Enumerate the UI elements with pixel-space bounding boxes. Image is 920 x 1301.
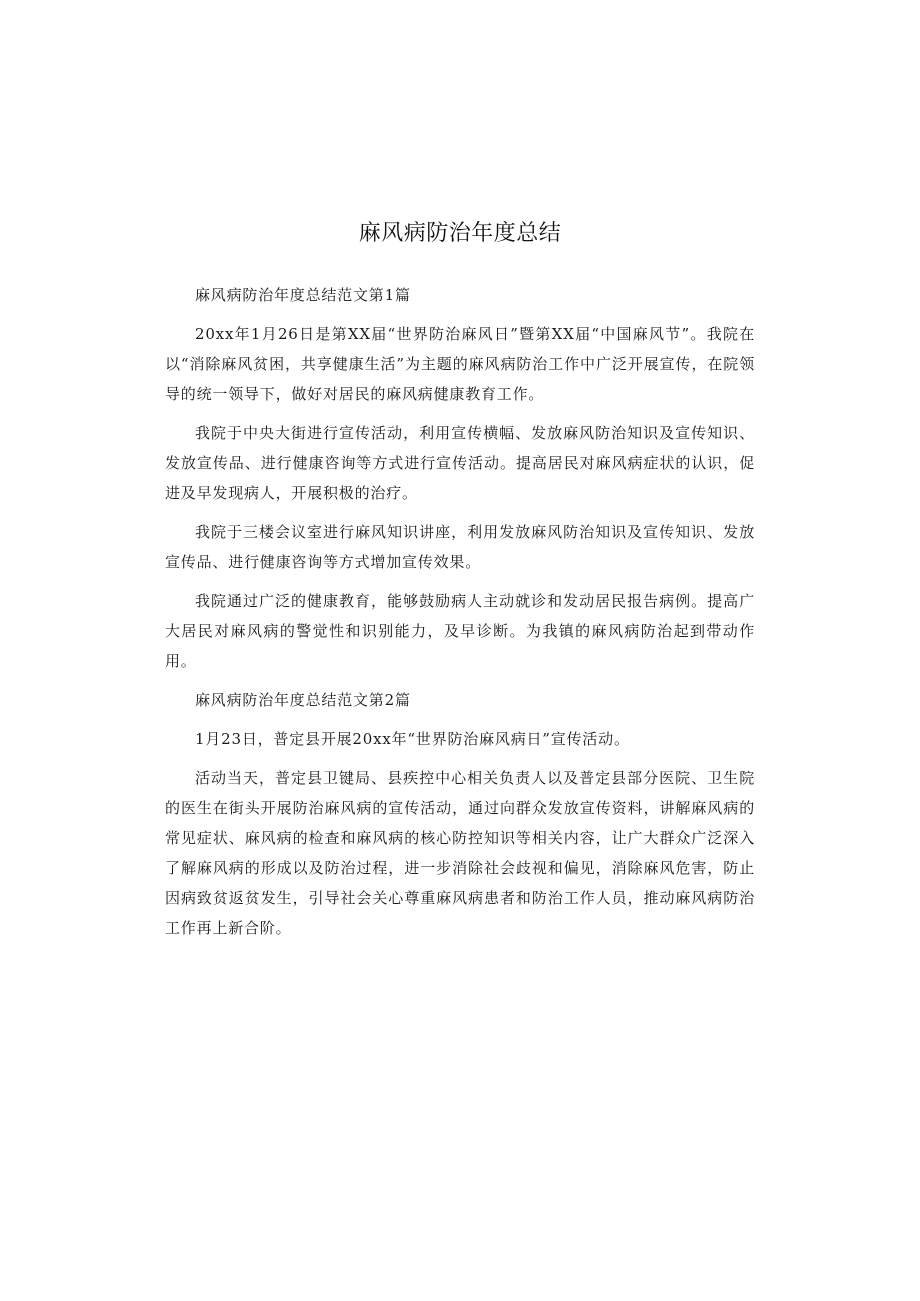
paragraph: 我院于中央大街进行宣传活动，利用宣传横幅、发放麻风防治知识及宣传知识、发放宣传品、进行健康咨询等方式进行宣传活动。提高居民对麻风病症状的认识，促进及早发现病人，开展积极的治疗。 bbox=[165, 424, 755, 502]
paragraph: 我院通过广泛的健康教育，能够鼓励病人主动就诊和发动居民报告病例。提高广大居民对麻风病的警觉性和识别能力，及早诊断。为我镇的麻风病防治起到带动作用。 bbox=[165, 592, 755, 670]
document-title: 麻风病防治年度总结 bbox=[358, 221, 562, 246]
paragraph: 20xx年1月26日是第XX届“世界防治麻风日”暨第XX届“中国麻风节”。我院在以“消除麻风贫困，共享健康生活”为主题的麻风病防治工作中广泛开展宣传，在院领导的统一领导下，做好对居民的麻风病健康教育工作。 bbox=[165, 325, 755, 403]
document-body bbox=[165, 280, 755, 952]
paragraph: 我院于三楼会议室进行麻风知识讲座，利用发放麻风防治知识及宣传知识、发放宣传品、进行健康咨询等方式增加宣传效果。 bbox=[165, 523, 755, 571]
section-heading-1: 麻风病防治年度总结范文第1篇 bbox=[195, 286, 411, 304]
paragraph: 活动当天，普定县卫键局、县疾控中心相关负责人以及普定县部分医院、卫生院的医生在街头开展防治麻风病的宣传活动，通过向群众发放宣传资料，讲解麻风病的常见症状、麻风病的检查和麻风病的核心防控知识等相关内容，让广大群众广泛深入了解麻风病的形成以及防治过程，进一步消除社会歧视和偏见，消除麻风危害，防止因病致贫返贫发生，引导社会关心尊重麻风病患者和防治工作人员，推动麻风病防治工作再上新合阶。 bbox=[165, 769, 755, 937]
section-heading-2: 麻风病防治年度总结范文第2篇 bbox=[195, 691, 411, 709]
paragraph: 1月23日，普定县开展20xx年“世界防治麻风病日”宣传活动。 bbox=[195, 730, 630, 748]
